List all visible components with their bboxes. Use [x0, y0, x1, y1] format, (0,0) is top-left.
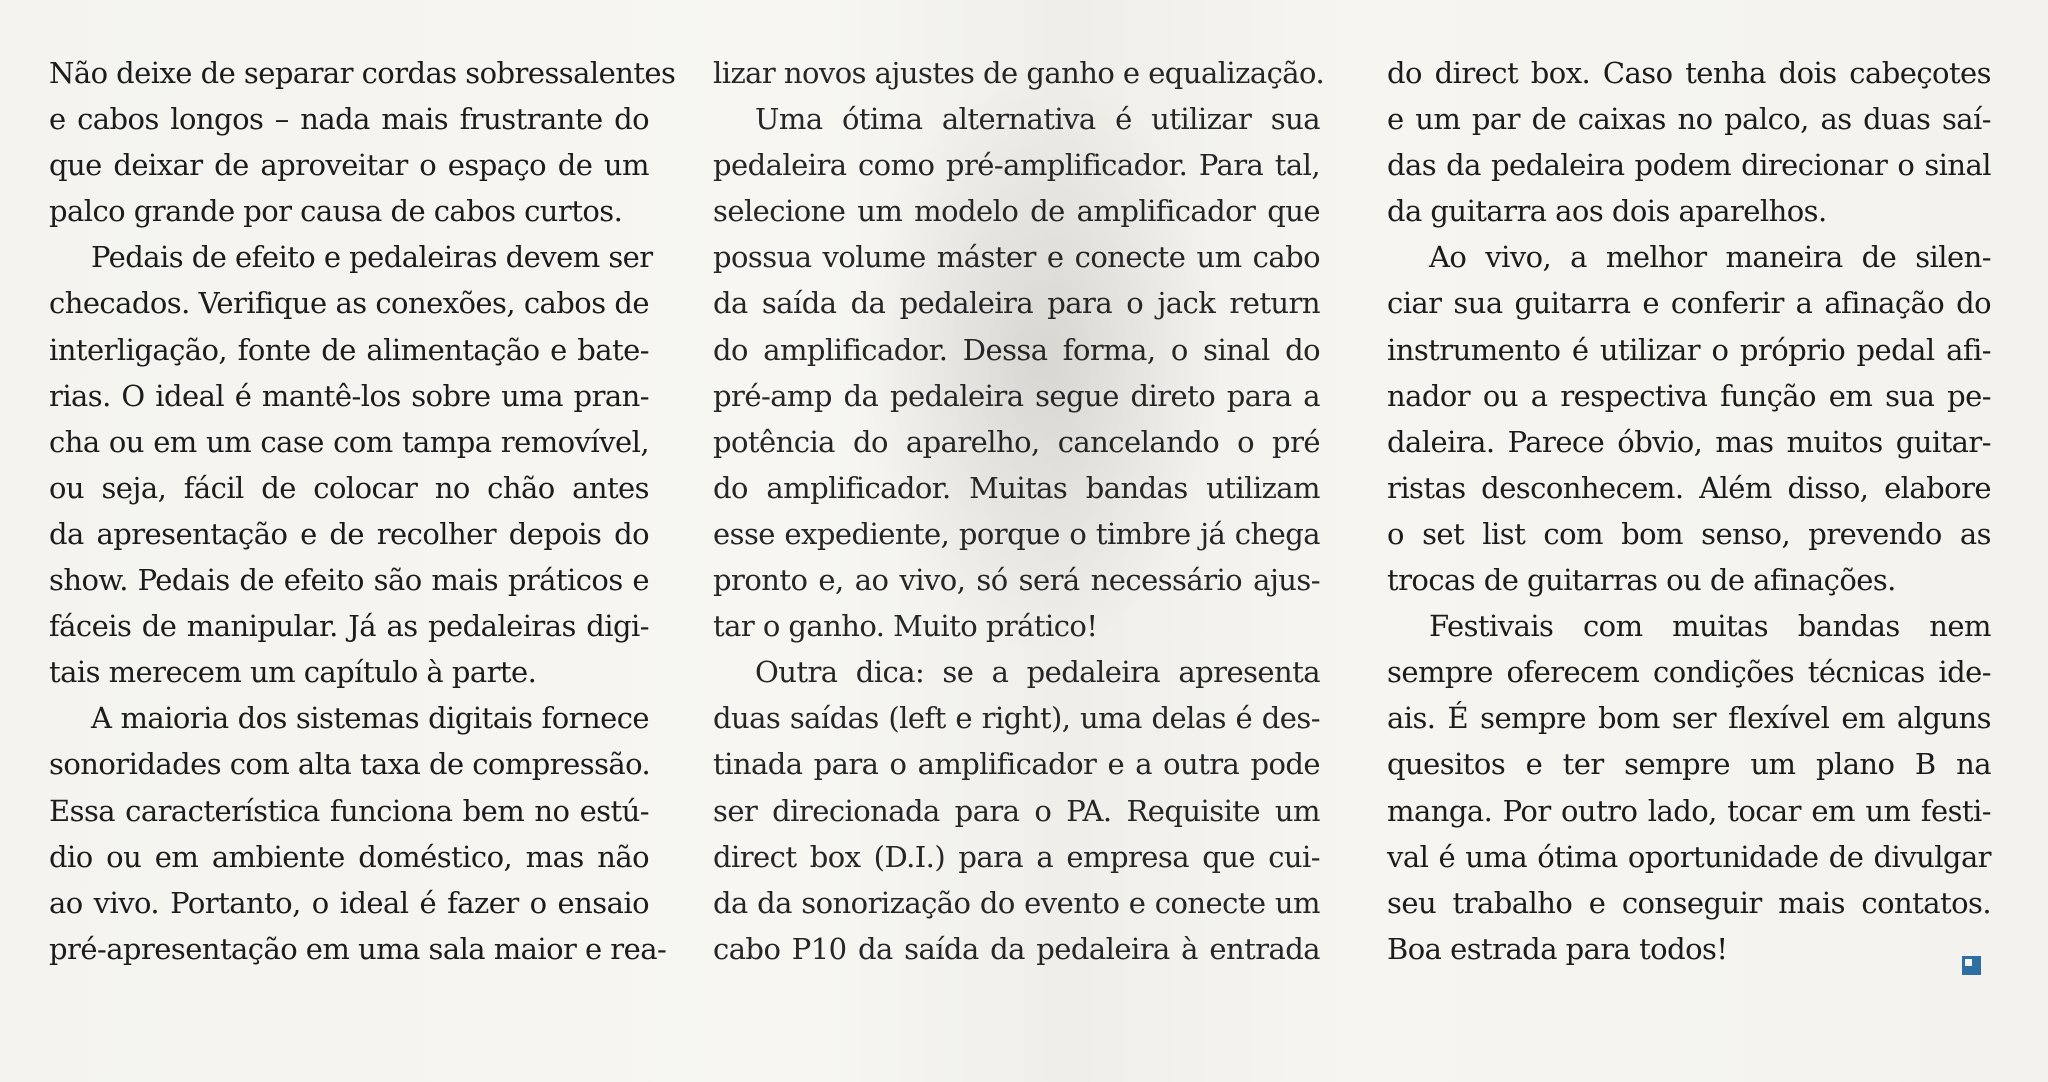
text-line: ristas desconhecem. Além disso, elabore [1387, 470, 1991, 505]
text-line: A maioria dos sistemas digitais fornece [91, 701, 649, 736]
text-column-1 [49, 50, 676, 972]
text-line: Ao vivo, a melhor maneira de silen- [1429, 240, 1991, 275]
text-line: possua volume máster e conecte um cabo [713, 240, 1320, 275]
text-column-2 [713, 50, 1325, 972]
text-line: da guitarra aos dois aparelhos. [1387, 194, 1827, 229]
text-line: ser direcionada para o PA. Requisite um [713, 793, 1320, 828]
text-line: do direct box. Caso tenha dois cabeçotes [1387, 56, 1991, 90]
text-line: pré-apresentação em uma sala maior e rea- [49, 931, 667, 966]
text-line: pronto e, ao vivo, só será necessário ajus- [713, 563, 1320, 598]
text-line: daleira. Parece óbvio, mas muitos guitar- [1387, 424, 1991, 459]
text-line: trocas de guitarras ou de afinações. [1387, 563, 1896, 598]
text-line: quesitos e ter sempre um plano B na [1387, 747, 1991, 782]
text-line: que deixar de aproveitar o espaço de um [49, 148, 649, 183]
text-line: Uma ótima alternativa é utilizar sua [755, 102, 1320, 137]
text-line: e um par de caixas no palco, as duas saí- [1387, 102, 1991, 137]
text-line: tais merecem um capítulo à parte. [49, 655, 537, 690]
text-line: do amplificador. Muitas bandas utilizam [713, 470, 1320, 505]
text-line: Não deixe de separar cordas sobressalentes [49, 56, 676, 90]
text-line: Festivais com muitas bandas nem [1429, 609, 1991, 644]
text-line: seu trabalho e conseguir mais contatos. [1387, 885, 1991, 920]
text-line: e cabos longos – nada mais frustrante do [49, 102, 649, 137]
text-line: selecione um modelo de amplificador que [713, 194, 1320, 229]
text-line: manga. Por outro lado, tocar em um festi- [1387, 793, 1991, 828]
text-line: esse expediente, porque o timbre já chega [713, 516, 1320, 551]
text-line: sempre oferecem condições técnicas ide- [1387, 655, 1991, 690]
text-line: potência do aparelho, cancelando o pré [713, 424, 1320, 459]
text-line: Boa estrada para todos! [1387, 931, 1728, 966]
text-line: direct box (D.I.) para a empresa que cui- [713, 839, 1320, 874]
text-line: da da sonorização do evento e conecte um [713, 885, 1320, 920]
text-line: nador ou a respectiva função em sua pe- [1387, 378, 1991, 413]
text-line: das da pedaleira podem direcionar o sinal [1387, 148, 1991, 183]
text-line: checados. Verifique as conexões, cabos de [49, 286, 649, 321]
text-line: interligação, fonte de alimentação e bate- [49, 332, 649, 367]
text-line: duas saídas (left e right), uma delas é des- [713, 701, 1320, 736]
text-line: cabo P10 da saída da pedaleira à entrada [713, 931, 1320, 966]
text-line: dio ou em ambiente doméstico, mas não [49, 839, 649, 874]
text-line: cha ou em um case com tampa removível, [49, 424, 649, 459]
text-line: sonoridades com alta taxa de compressão. [49, 747, 651, 782]
text-line: fáceis de manipular. Já as pedaleiras digi- [49, 609, 649, 644]
text-column-3 [1387, 50, 1991, 972]
text-line: tinada para o amplificador e a outra pode [713, 747, 1320, 782]
text-line: pedaleira como pré-amplificador. Para tal, [713, 148, 1320, 183]
text-line: val é uma ótima oportunidade de divulgar [1387, 839, 1991, 874]
text-line: palco grande por causa de cabos curtos. [49, 194, 623, 229]
text-line: rias. O ideal é mantê-los sobre uma pran- [49, 378, 649, 413]
text-line: ou seja, fácil de colocar no chão antes [49, 470, 649, 505]
text-line: ciar sua guitarra e conferir a afinação do [1387, 286, 1991, 321]
text-line: o set list com bom senso, prevendo as [1387, 516, 1991, 551]
text-line: Outra dica: se a pedaleira apresenta [755, 655, 1320, 690]
text-line: da apresentação e de recolher depois do [49, 516, 649, 551]
text-line: Pedais de efeito e pedaleiras devem ser [91, 240, 653, 275]
text-line: da saída da pedaleira para o jack return [713, 286, 1320, 321]
text-line: instrumento é utilizar o próprio pedal afi- [1387, 332, 1991, 367]
text-line: show. Pedais de efeito são mais práticos e [49, 563, 649, 598]
text-line: pré-amp da pedaleira segue direto para a [713, 378, 1320, 413]
text-line: lizar novos ajustes de ganho e equalização. [713, 56, 1325, 90]
text-line: tar o ganho. Muito prático! [713, 609, 1098, 644]
text-line: ais. É sempre bom ser flexível em alguns [1387, 701, 1991, 736]
end-of-article-square-icon [1962, 956, 1981, 975]
text-line: Essa característica funciona bem no estú- [49, 793, 649, 828]
text-line: ao vivo. Portanto, o ideal é fazer o ensaio [49, 885, 649, 920]
text-line: do amplificador. Dessa forma, o sinal do [713, 332, 1320, 367]
